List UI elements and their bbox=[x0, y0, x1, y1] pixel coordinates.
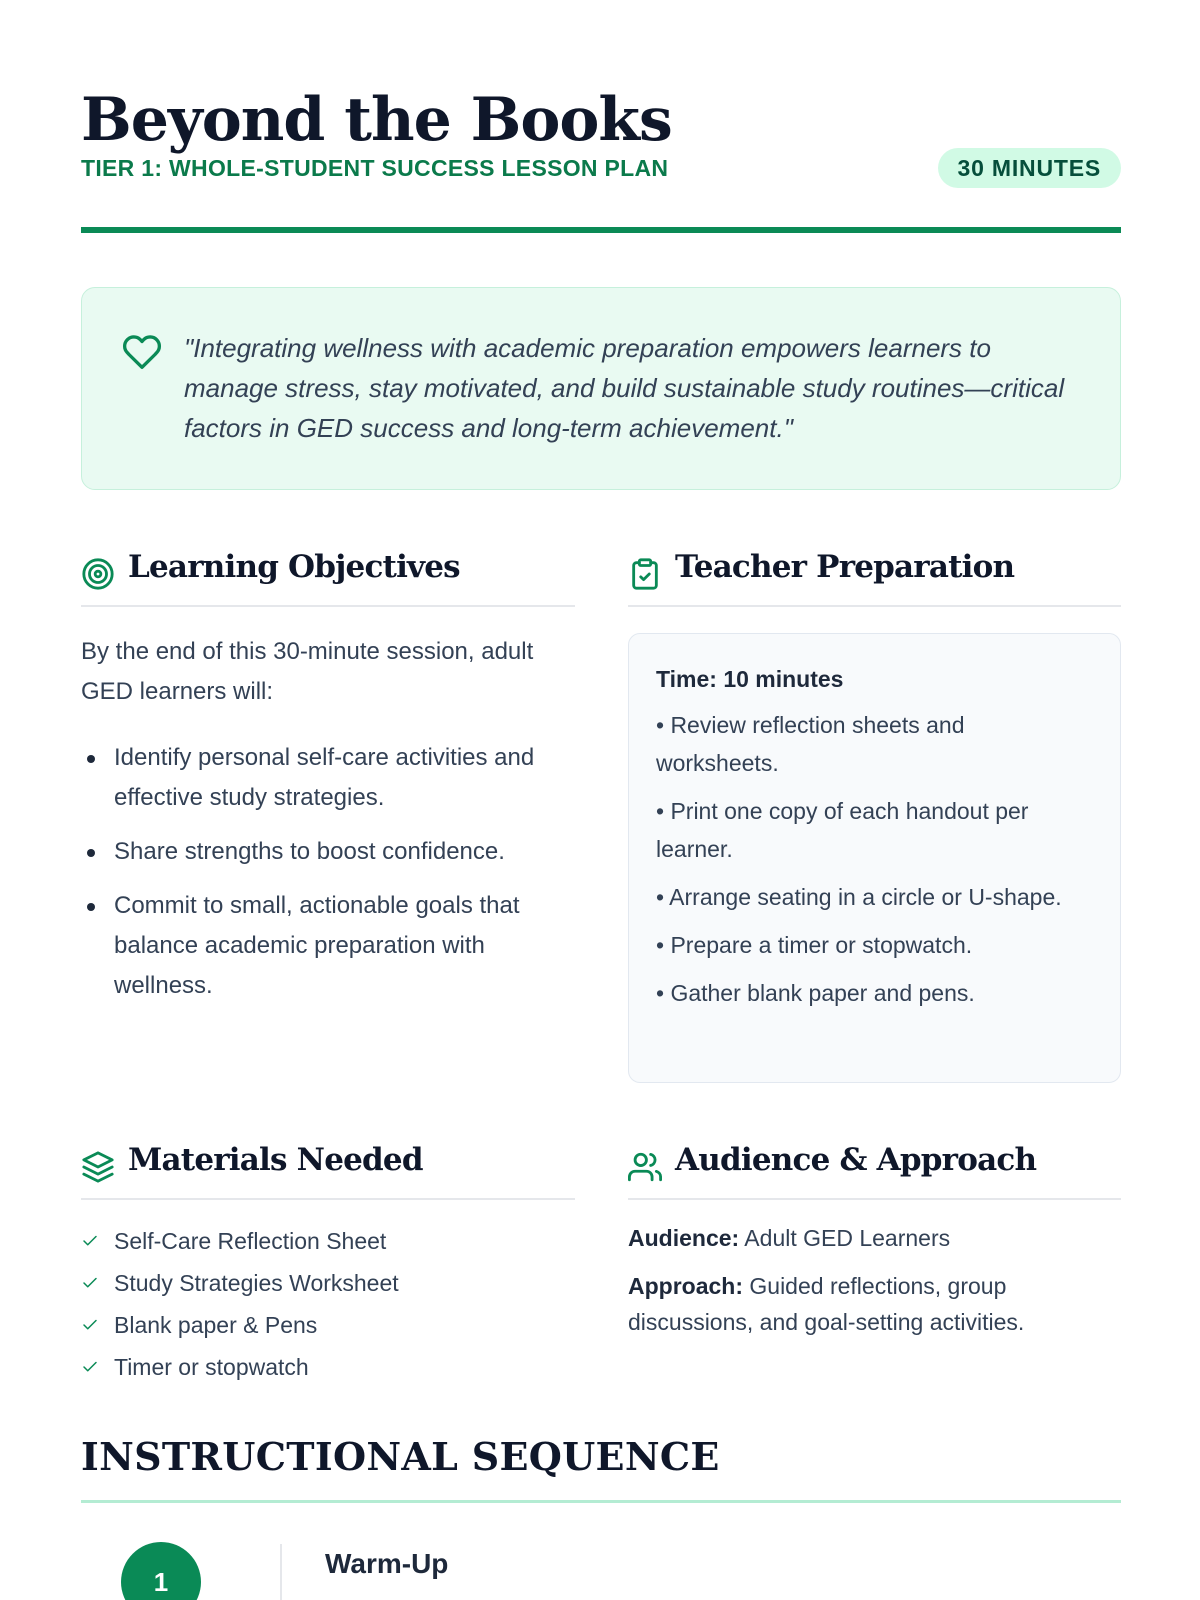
approach-label: Approach: bbox=[628, 1273, 743, 1299]
objectives-list bbox=[81, 738, 575, 1020]
objectives-title: Learning Objectives bbox=[128, 549, 460, 585]
list-item bbox=[81, 1346, 575, 1388]
list-item: • Arrange seating in a circle or U-shape. bbox=[656, 884, 1062, 910]
list-item bbox=[81, 1220, 575, 1262]
heart-icon bbox=[122, 332, 162, 372]
preparation-list bbox=[656, 706, 1093, 1012]
target-icon bbox=[81, 557, 115, 591]
material-label: Study Strategies Worksheet bbox=[114, 1270, 399, 1296]
preparation-header bbox=[628, 545, 1121, 607]
list-item: Commit to small, actionable goals that balance academic preparation with wellness. bbox=[81, 886, 575, 1006]
page-title: Beyond the Books bbox=[81, 85, 672, 155]
users-icon bbox=[628, 1150, 662, 1184]
material-label: Self-Care Reflection Sheet bbox=[114, 1228, 387, 1254]
list-item bbox=[81, 1262, 575, 1304]
materials-title: Materials Needed bbox=[128, 1142, 423, 1178]
approach-line bbox=[628, 1268, 1121, 1340]
preparation-time: Time: 10 minutes bbox=[656, 666, 844, 692]
objectives-intro: By the end of this 30-minute session, adult GED learners will: bbox=[81, 638, 534, 705]
step-title: Warm-Up bbox=[325, 1548, 449, 1579]
materials-header bbox=[81, 1138, 575, 1200]
layers-icon bbox=[81, 1150, 115, 1184]
preparation-title: Teacher Preparation bbox=[675, 549, 1015, 585]
list-item: • Print one copy of each handout per learner. bbox=[656, 798, 1029, 862]
audience-label: Audience: bbox=[628, 1225, 740, 1251]
check-icon bbox=[81, 1232, 99, 1250]
preparation-card bbox=[628, 633, 1121, 1083]
audience-details bbox=[628, 1220, 1121, 1352]
quote-callout bbox=[81, 287, 1121, 490]
sequence-title: INSTRUCTIONAL SEQUENCE bbox=[81, 1434, 720, 1479]
sequence-divider bbox=[81, 1500, 1121, 1503]
list-item: • Gather blank paper and pens. bbox=[656, 980, 975, 1006]
list-item: • Prepare a timer or stopwatch. bbox=[656, 932, 973, 958]
lesson-plan-page bbox=[81, 0, 1121, 1600]
check-icon bbox=[81, 1316, 99, 1334]
approach-value: Guided reflections, group discussions, and goal-setting activities. bbox=[628, 1273, 1025, 1335]
material-label: Blank paper & Pens bbox=[114, 1312, 318, 1338]
material-label: Timer or stopwatch bbox=[114, 1354, 309, 1380]
step-number-badge: 1 bbox=[121, 1542, 201, 1600]
list-item bbox=[81, 1304, 575, 1346]
clipboard-check-icon bbox=[628, 557, 662, 591]
audience-header bbox=[628, 1138, 1121, 1200]
audience-value: Adult GED Learners bbox=[739, 1225, 951, 1251]
materials-list bbox=[81, 1220, 575, 1388]
quote-text: "Integrating wellness with academic preparation empowers learners to manage stress, stay motivated, and build sustainable study routines—critical factors in GED success and long-term achievement." bbox=[184, 333, 1065, 443]
page-subtitle: TIER 1: WHOLE-STUDENT SUCCESS LESSON PLAN bbox=[81, 155, 669, 181]
list-item: Share strengths to boost confidence. bbox=[81, 832, 575, 872]
step-connector bbox=[280, 1544, 282, 1600]
objectives-header bbox=[81, 545, 575, 607]
duration-badge: 30 MINUTES bbox=[938, 148, 1121, 188]
header-divider bbox=[81, 227, 1121, 233]
check-icon bbox=[81, 1358, 99, 1376]
audience-line bbox=[628, 1220, 1121, 1256]
audience-title: Audience & Approach bbox=[675, 1142, 1037, 1178]
list-item: Identify personal self-care activities and effective study strategies. bbox=[81, 738, 575, 818]
check-icon bbox=[81, 1274, 99, 1292]
list-item: • Review reflection sheets and worksheets. bbox=[656, 712, 965, 776]
